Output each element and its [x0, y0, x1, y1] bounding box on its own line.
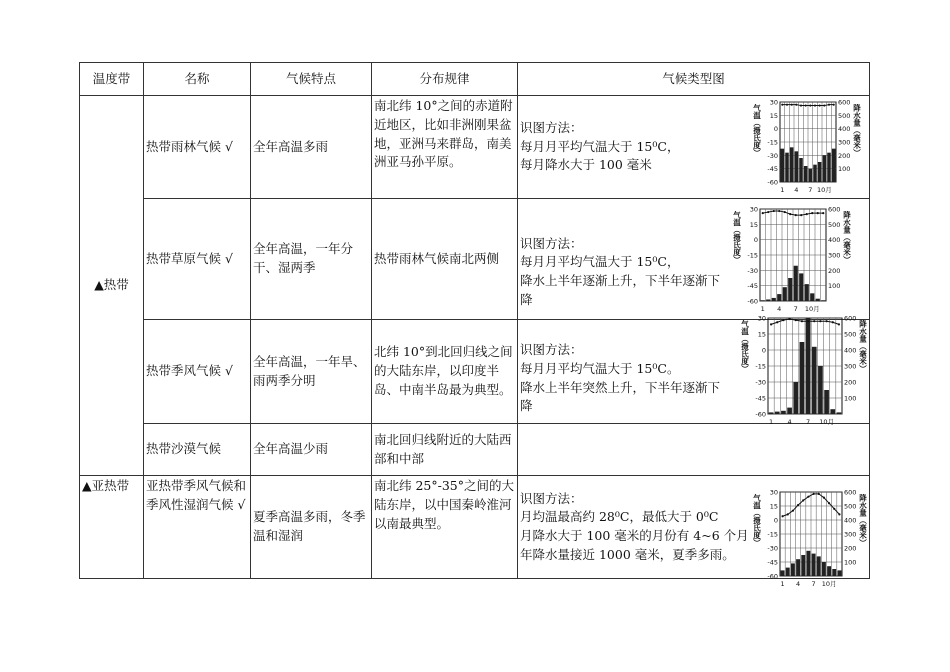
name-cell: 热带草原气候 √: [144, 199, 251, 320]
feature-cell: 全年高温少雨: [251, 424, 372, 476]
temp-point: [828, 104, 830, 106]
precip-tick-label: 200: [844, 544, 857, 553]
header-zone: 温度带: [80, 63, 144, 96]
temp-point: [788, 318, 790, 320]
temp-point: [776, 321, 778, 323]
precip-tick-label: 500: [838, 111, 851, 120]
zone-cell: ▲热带: [80, 96, 144, 476]
method-cell: [518, 314, 870, 426]
temp-tick-label: 0: [773, 125, 778, 134]
precip-axis-title: 降水量（毫米）: [858, 320, 868, 373]
name-cell: 热带雨林气候 √: [144, 96, 251, 199]
header-feature: 气候特点: [251, 63, 372, 96]
temp-point: [833, 104, 835, 106]
month-tick-label: 4: [777, 305, 782, 313]
temp-tick-label: 0: [753, 236, 758, 245]
header-row: [80, 63, 870, 96]
temp-tick-label: -45: [767, 165, 778, 174]
precip-bar: [791, 563, 795, 576]
month-tick-label: 1: [780, 186, 785, 194]
temp-tick-label: -60: [747, 297, 758, 306]
month-tick-label: 7: [808, 186, 813, 194]
temp-tick-label: 15: [757, 330, 766, 339]
temp-tick-label: 15: [769, 502, 778, 511]
header-distribution: 分布规律: [372, 63, 518, 96]
method-line: 月均温最高约 28⁰C，最低大于 0⁰C: [520, 509, 719, 525]
method-line: 识图方法：: [520, 342, 583, 357]
temp-point: [795, 104, 797, 106]
temp-point: [791, 104, 793, 106]
temp-tick-label: -30: [747, 266, 758, 275]
temp-tick-label: 15: [769, 111, 778, 120]
precip-tick-label: 100: [838, 165, 851, 174]
method-line: 识图方法：: [520, 490, 583, 506]
temp-tick-label: -30: [767, 151, 778, 160]
precip-tick-label: 200: [828, 266, 841, 275]
distribution-cell: 南北纬 10°之间的赤道附近地区，比如非洲刚果盆地，亚洲马来群岛，南美洲亚马孙平原。: [372, 96, 518, 199]
month-tick-label: 10月: [816, 186, 832, 194]
zone-cell: ▲亚热带: [80, 476, 144, 579]
precip-tick-label: 200: [844, 378, 857, 387]
temp-tick-label: 30: [749, 205, 758, 214]
method-line: 每月月平均气温大于 15⁰C，: [520, 138, 680, 154]
precip-tick-label: 600: [838, 98, 851, 107]
name-cell: 热带季风气候 √: [144, 320, 251, 424]
temp-point: [809, 104, 811, 106]
temp-point: [832, 321, 834, 323]
temp-tick-label: -60: [767, 572, 778, 581]
temp-point: [800, 104, 802, 106]
month-tick-label: 1: [780, 580, 785, 588]
temp-tick-label: -15: [767, 530, 778, 539]
precip-tick-label: 300: [828, 251, 841, 260]
method-line: 降水上半年突然上升，下半年逐渐下降: [520, 379, 721, 414]
precip-bar: [837, 570, 841, 576]
temp-tick-label: -15: [755, 362, 766, 371]
month-tick-label: 7: [811, 580, 816, 588]
temp-tick-label: -60: [755, 410, 766, 419]
temp-tick-label: -15: [747, 251, 758, 260]
precip-tick-label: 600: [828, 205, 841, 214]
precip-bar: [786, 568, 790, 576]
month-tick-label: 10月: [819, 418, 834, 426]
precip-tick-label: 400: [844, 516, 857, 525]
month-tick-label: 10月: [821, 580, 837, 588]
temp-point: [814, 104, 816, 106]
precip-tick-label: 600: [844, 314, 857, 323]
precip-tick-label: 100: [844, 394, 857, 403]
precip-axis-title: 降水量（毫米）: [842, 211, 852, 264]
header-chart: 气候类型图: [518, 63, 870, 96]
temp-point: [819, 104, 821, 106]
precip-tick-label: 300: [844, 362, 857, 371]
precip-axis-title: 降水量（毫米）: [858, 494, 868, 547]
table-row: [80, 199, 870, 320]
precip-tick-label: 500: [844, 330, 857, 339]
precip-tick-label: 300: [844, 530, 857, 539]
month-tick-label: 4: [787, 418, 792, 426]
precip-tick-label: 400: [844, 346, 857, 355]
temp-tick-label: -45: [747, 282, 758, 291]
temp-tick-label: 15: [749, 220, 758, 229]
distribution-cell: 热带雨林气候南北两侧: [372, 199, 518, 320]
temp-tick-label: 30: [769, 488, 778, 497]
month-tick-label: 4: [794, 186, 799, 194]
temp-axis-title: 气温（摄氏度）: [732, 211, 742, 264]
temp-tick-label: -45: [767, 558, 778, 567]
feature-cell: 全年高温，一年旱、雨两季分明: [251, 320, 372, 424]
temp-tick-label: -30: [767, 544, 778, 553]
temp-point: [801, 320, 803, 322]
temp-tick-label: 30: [757, 314, 766, 323]
precip-tick-label: 200: [838, 151, 851, 160]
method-cell: [518, 199, 870, 320]
precip-tick-label: 100: [828, 282, 841, 291]
temp-point: [786, 104, 788, 106]
precip-tick-label: 600: [844, 488, 857, 497]
feature-cell: 夏季高温多雨，冬季温和湿润: [251, 476, 372, 579]
temp-tick-label: 30: [769, 98, 778, 107]
month-tick-label: 7: [806, 418, 811, 426]
temp-point: [782, 319, 784, 321]
temp-point: [781, 104, 783, 106]
month-tick-label: 1: [760, 305, 765, 313]
method-cell: [518, 96, 870, 199]
precip-tick-label: 400: [828, 236, 841, 245]
temp-point: [770, 323, 772, 325]
temp-point: [795, 319, 797, 321]
distribution-cell: 北纬 10°到北回归线之间的大陆东岸，以印度半岛、中南半岛最为典型。: [372, 320, 518, 424]
temp-tick-label: 0: [773, 516, 778, 525]
temp-tick-label: -60: [767, 178, 778, 187]
header-name: 名称: [144, 63, 251, 96]
precip-bar: [827, 566, 831, 576]
precip-tick-label: 400: [838, 125, 851, 134]
month-tick-label: 7: [793, 305, 798, 313]
name-cell: 热带沙漠气候: [144, 424, 251, 476]
method-line: 识图方法：: [520, 235, 583, 251]
method-line: 月降水大于 100 毫米的月份有 4~6 个月: [520, 528, 749, 543]
name-cell: 亚热带季风气候和季风性湿润气候 √: [144, 476, 251, 579]
distribution-cell: 南北回归线附近的大陆西部和中部: [372, 424, 518, 476]
precip-tick-label: 500: [828, 220, 841, 229]
method-line: 每月月平均气温大于 15⁰C。: [520, 360, 680, 376]
method-cell: [518, 476, 870, 588]
table-row: [80, 96, 870, 199]
feature-cell: 全年高温多雨: [251, 96, 372, 199]
month-tick-label: 1: [769, 418, 774, 426]
temp-axis-title: 气温（摄氏度）: [740, 320, 750, 373]
temp-tick-label: 0: [761, 346, 766, 355]
table-row: [80, 320, 870, 424]
method-line: 每月月平均气温大于 15⁰C，: [520, 254, 680, 270]
feature-cell: 全年高温，一年分干、湿两季: [251, 199, 372, 320]
temp-point: [838, 323, 840, 325]
precip-tick-label: 500: [844, 502, 857, 511]
table-row: [80, 476, 870, 579]
temp-axis-title: 气温（摄氏度）: [752, 494, 762, 547]
temp-tick-label: -30: [755, 378, 766, 387]
method-line: 年降水量接近 1000 毫米，夏季多雨。: [520, 546, 735, 562]
temp-tick-label: -15: [767, 138, 778, 147]
precip-bar: [781, 570, 785, 576]
precip-axis-title: 降水量（毫米）: [852, 104, 862, 157]
temp-point: [807, 320, 809, 322]
precip-tick-label: 300: [838, 138, 851, 147]
temp-point: [819, 320, 821, 322]
method-line: 降水上半年逐渐上升，下半年逐渐下降: [520, 273, 721, 307]
distribution-cell: 南北纬 25°-35°之间的大陆东岸，以中国秦岭淮河以南最典型。: [372, 476, 518, 579]
temp-point: [813, 320, 815, 322]
precip-tick-label: 100: [844, 558, 857, 567]
temp-point: [825, 320, 827, 322]
temp-point: [823, 104, 825, 106]
temp-tick-label: -45: [755, 394, 766, 403]
temp-axis-title: 气温（摄氏度）: [752, 104, 762, 157]
month-tick-label: 4: [796, 580, 801, 588]
method-line: 识图方法：: [520, 119, 583, 135]
month-tick-label: 10月: [804, 305, 820, 313]
temp-point: [805, 104, 807, 106]
precip-bar: [832, 569, 836, 576]
climate-table: [79, 62, 870, 588]
method-line: 每月降水大于 100 毫米: [520, 157, 652, 173]
